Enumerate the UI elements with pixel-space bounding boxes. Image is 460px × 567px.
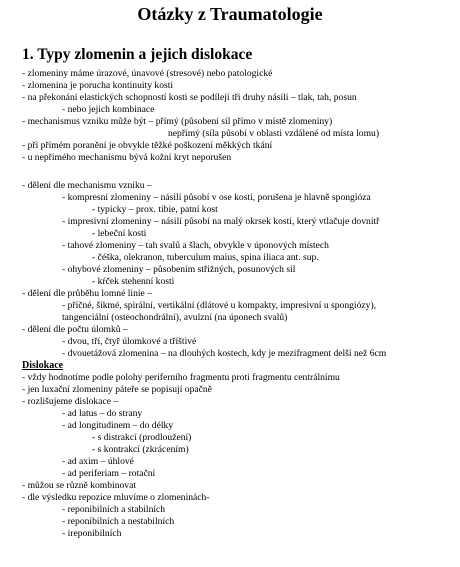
text-line: - kŕček stehenní kosti — [92, 276, 175, 287]
text-line: - jen luxační zlomeniny páteře se popisují opačně — [22, 384, 212, 395]
text-line: - můžou se různě kombinovat — [22, 480, 137, 491]
text-line: - zlomenina je porucha kontinuity kosti — [22, 80, 174, 91]
text-line: - reponibilních a stabilních — [62, 504, 166, 515]
text-line: - nebo jejich kombinace — [62, 104, 155, 115]
text-line: - čéška, olekranon, tuberculum maius, spina iliaca ant. sup. — [92, 252, 319, 263]
text-line: - zlomeniny máme úrazové, únavové (stresové) nebo patologické — [22, 68, 273, 79]
text-line: - dvou, tří, čtyř úlomkové a tříštivé — [62, 336, 197, 347]
text-line: - ad periferiam – rotační — [62, 468, 156, 479]
text-line: - dělení dle počtu úlomků – — [22, 324, 128, 335]
text-line: - reponibilních a nestabilních — [62, 516, 175, 527]
text-line: - s kontrakcí (zkrácením) — [92, 444, 189, 455]
text-line: - ad axim – úhlové — [62, 456, 134, 467]
text-line: - dělení dle mechanismu vzniku – — [22, 180, 152, 191]
text-line: - dvouetážová zlomenina – na dlouhých kostech, kdy je mezifragment delší než 6cm — [62, 348, 387, 359]
text-line: - s distrakcí (prodloužení) — [92, 432, 192, 443]
text-line: - kompresní zlomeniny – násilí působí v ose kosti, porušena je hlavně spongióza — [62, 192, 371, 203]
text-line: nepřímý (síla působí v oblasti vzdálené od místa lomu) — [168, 128, 380, 139]
text-line: - dle výsledku repozice mluvíme o zlomeninách- — [22, 492, 210, 503]
page-title: Otázky z Traumatologie — [137, 4, 323, 24]
text-line: - dělení dle průběhu lomné linie – — [22, 288, 153, 299]
section-title: 1. Typy zlomenin a jejich dislokace — [22, 46, 253, 63]
text-line: - rozlišujeme dislokace – — [22, 396, 119, 407]
text-line: - mechanismus vzniku může být – přímý (působení síl přímo v místě zlomeniny) — [22, 116, 333, 127]
text-line: - ohybové zlomeniny – působením střižných, posunových sil — [62, 264, 296, 275]
text-line: - při přímém poranění je obvykle těžké poškození měkkých tkání — [22, 140, 273, 151]
text-line: - u nepřímého mechanismu bývá kožní kryt neporušen — [22, 152, 232, 163]
text-line: - ad longitudinem – do délky — [62, 420, 174, 431]
subsection-heading: Dislokace — [22, 360, 64, 371]
text-line: tangenciální (osteochondrální), avulzní (na úponech svalů) — [62, 312, 288, 323]
text-line: - na překonání elastických schopností kosti se podílejí tři druhy násilí – tlak, tah, posun — [22, 92, 357, 103]
text-line: - ad latus – do strany — [62, 408, 143, 419]
text-line: - tahové zlomeniny – tah svalů a šlach, obvykle v úponových místech — [62, 240, 329, 251]
text-line: - vždy hodnotíme podle polohy periferního fragmentu proti fragmentu centrálnímu — [22, 372, 340, 383]
text-line: - impresivní zlomeniny – násilí působí na malý okrsek kosti, který vtlačuje dovnitř — [62, 216, 380, 227]
text-line: - typicky – prox. tibie, patní kost — [92, 204, 218, 215]
text-line: - lebeční kosti — [92, 228, 147, 239]
text-line: - příčné, šikmé, spirální, vertikální (dlátové u kompakty, impresivní u spongiózy), — [62, 300, 377, 311]
text-line: - ireponibilních — [62, 528, 122, 539]
